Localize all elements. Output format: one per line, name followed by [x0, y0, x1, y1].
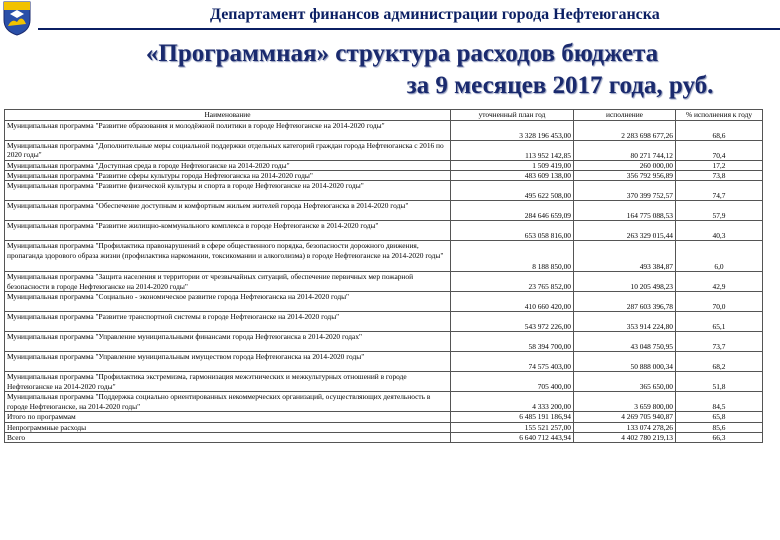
row-pct-cell: 73,7 — [676, 332, 763, 352]
row-name-cell: Муниципальная программа "Развитие транспортной системы в городе Нефтеюганске на 2014-2020 годы" — [5, 312, 451, 332]
row-exec-cell: 353 914 224,80 — [574, 312, 676, 332]
row-plan-cell: 410 660 420,00 — [451, 292, 574, 312]
row-plan-cell: 284 646 659,09 — [451, 201, 574, 221]
row-exec-cell: 287 603 396,78 — [574, 292, 676, 312]
row-plan-cell: 705 400,00 — [451, 372, 574, 392]
table-row — [5, 241, 763, 272]
table-row — [5, 292, 763, 312]
row-exec-cell: 4 402 780 219,13 — [574, 432, 676, 442]
table-row — [5, 332, 763, 352]
row-name-cell: Муниципальная программа "Профилактика экстремизма, гармонизация межэтнических и межкультурных отношений в городе Нефтеюганске на 2014-2020 годы" — [5, 372, 451, 392]
table-row — [5, 221, 763, 241]
row-name-cell: Муниципальная программа "Развитие физической культуры и спорта в городе Нефтеюганске на 2014-2020 годы" — [5, 181, 451, 201]
row-plan-cell: 653 058 816,00 — [451, 221, 574, 241]
department-title: Департамент финансов администрации города Нефтеюганска — [210, 6, 660, 23]
row-plan-cell: 113 952 142,85 — [451, 141, 574, 161]
table-row — [5, 141, 763, 161]
row-plan-cell: 6 640 712 443,94 — [451, 432, 574, 442]
row-name-cell: Муниципальная программа "Профилактика правонарушений в сфере общественного порядка, безопасности дорожного движения, пропаганда здорового образа жизни (профилактика наркомании, токсикомании и алкоголизма) в городе Нефтеюганске на 2014-2020 годы" — [5, 241, 451, 272]
row-pct-cell: 74,7 — [676, 181, 763, 201]
table-row — [5, 272, 763, 292]
row-plan-cell: 23 765 852,00 — [451, 272, 574, 292]
row-name-cell: Итого по программам — [5, 412, 451, 422]
row-exec-cell: 164 775 088,53 — [574, 201, 676, 221]
table-row — [5, 161, 763, 171]
row-name-cell: Муниципальная программа "Обеспечение доступным и комфортным жильем жителей города Нефтеюганска в 2014-2020 годы" — [5, 201, 451, 221]
row-plan-cell: 495 622 508,00 — [451, 181, 574, 201]
row-exec-cell: 370 399 752,57 — [574, 181, 676, 201]
table-row — [5, 422, 763, 432]
row-plan-cell: 483 609 138,00 — [451, 171, 574, 181]
row-pct-cell: 57,9 — [676, 201, 763, 221]
row-pct-cell: 65,8 — [676, 412, 763, 422]
row-exec-cell: 10 205 498,23 — [574, 272, 676, 292]
row-pct-cell: 40,3 — [676, 221, 763, 241]
row-plan-cell: 155 521 257,00 — [451, 422, 574, 432]
table-row — [5, 181, 763, 201]
row-pct-cell: 70,4 — [676, 141, 763, 161]
row-name-cell: Муниципальная программа "Поддержка социально ориентированных некоммерческих организаций, осуществляющих деятельность в городе Нефтеюганске, на 2014-2020 годы" — [5, 392, 451, 412]
header-divider — [38, 28, 780, 30]
page-header — [0, 0, 780, 34]
row-exec-cell: 493 384,87 — [574, 241, 676, 272]
row-exec-cell: 133 074 278,26 — [574, 422, 676, 432]
table-row — [5, 352, 763, 372]
row-plan-cell: 8 188 850,00 — [451, 241, 574, 272]
row-exec-cell: 356 792 956,89 — [574, 171, 676, 181]
row-pct-cell: 85,6 — [676, 422, 763, 432]
row-pct-cell: 65,1 — [676, 312, 763, 332]
table-header-row — [5, 110, 763, 121]
column-header-pct: % исполнения к году — [676, 110, 763, 121]
row-name-cell: Всего — [5, 432, 451, 442]
page-title-line1: «Программная» структура расходов бюджета — [145, 40, 659, 67]
page-title-line2: за 9 месяцев 2017 года, руб. — [406, 72, 714, 99]
row-plan-cell: 543 972 226,00 — [451, 312, 574, 332]
city-emblem-icon — [2, 0, 32, 36]
row-name-cell: Муниципальная программа "Развитие сферы культуры города Нефтеюганска на 2014-2020 годы" — [5, 171, 451, 181]
column-header-exec: исполнение — [574, 110, 676, 121]
table-row — [5, 201, 763, 221]
row-exec-cell: 4 269 705 940,87 — [574, 412, 676, 422]
row-pct-cell: 84,5 — [676, 392, 763, 412]
row-exec-cell: 43 048 750,95 — [574, 332, 676, 352]
row-name-cell: Муниципальная программа "Управление муниципальными финансами города Нефтеюганска в 2014-2020 годах" — [5, 332, 451, 352]
table-row — [5, 171, 763, 181]
table-row — [5, 312, 763, 332]
row-plan-cell: 3 328 196 453,00 — [451, 121, 574, 141]
row-name-cell: Муниципальная программа "Развитие образования и молодёжной политики в городе Нефтеюганске на 2014-2020 годы" — [5, 121, 451, 141]
row-name-cell: Муниципальная программа "Дополнительные меры социальной поддержки отдельных категорий граждан города Нефтеюганска с 2016 по 2020 годы" — [5, 141, 451, 161]
row-name-cell: Муниципальная программа "Социально - экономическое развитие города Нефтеюганска на 2014-2020 годы" — [5, 292, 451, 312]
row-exec-cell: 2 283 698 677,26 — [574, 121, 676, 141]
row-name-cell: Муниципальная программа "Защита населения и территории от чрезвычайных ситуаций, обеспечение первичных мер пожарной безопасности в городе Нефтеюганске на 2014-2020 годы" — [5, 272, 451, 292]
row-plan-cell: 74 575 403,00 — [451, 352, 574, 372]
table-row — [5, 121, 763, 141]
row-exec-cell: 263 329 015,44 — [574, 221, 676, 241]
row-plan-cell: 58 394 700,00 — [451, 332, 574, 352]
row-exec-cell: 50 888 000,34 — [574, 352, 676, 372]
row-name-cell: Муниципальная программа "Доступная среда в городе Нефтеюганске на 2014-2020 годы" — [5, 161, 451, 171]
row-pct-cell: 66,3 — [676, 432, 763, 442]
row-exec-cell: 80 271 744,12 — [574, 141, 676, 161]
table-row — [5, 432, 763, 442]
table-row — [5, 412, 763, 422]
column-header-plan: уточненный план год — [451, 110, 574, 121]
row-pct-cell: 42,9 — [676, 272, 763, 292]
column-header-name: Наименование — [5, 110, 451, 121]
row-name-cell: Непрограммные расходы — [5, 422, 451, 432]
table-row — [5, 372, 763, 392]
row-exec-cell: 260 000,00 — [574, 161, 676, 171]
row-name-cell: Муниципальная программа "Управление муниципальным имуществом города Нефтеюганска на 2014-2020 годы" — [5, 352, 451, 372]
table-body — [5, 121, 763, 443]
row-plan-cell: 1 509 419,00 — [451, 161, 574, 171]
row-pct-cell: 6,0 — [676, 241, 763, 272]
row-exec-cell: 365 650,00 — [574, 372, 676, 392]
row-pct-cell: 68,6 — [676, 121, 763, 141]
row-pct-cell: 73,8 — [676, 171, 763, 181]
row-pct-cell: 51,8 — [676, 372, 763, 392]
row-pct-cell: 17,2 — [676, 161, 763, 171]
row-pct-cell: 68,2 — [676, 352, 763, 372]
row-plan-cell: 6 485 191 186,94 — [451, 412, 574, 422]
row-exec-cell: 3 659 800,00 — [574, 392, 676, 412]
row-plan-cell: 4 333 200,00 — [451, 392, 574, 412]
row-name-cell: Муниципальная программа "Развитие жилищно-коммунального комплекса в городе Нефтеюганске в 2014-2020 годы" — [5, 221, 451, 241]
row-pct-cell: 70,0 — [676, 292, 763, 312]
table-row — [5, 392, 763, 412]
budget-table — [4, 109, 763, 443]
